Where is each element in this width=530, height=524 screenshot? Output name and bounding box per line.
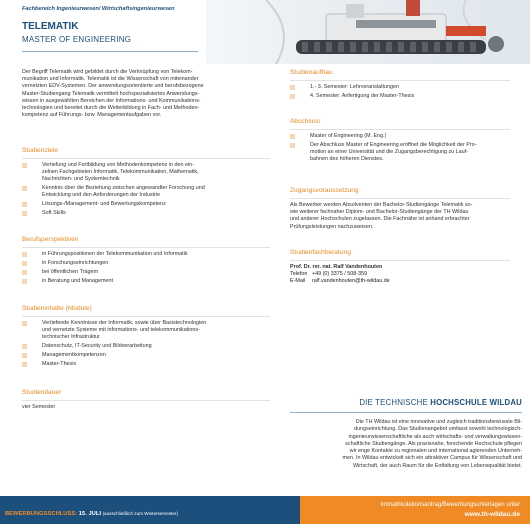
bullet-icon bbox=[22, 362, 27, 367]
email-row bbox=[290, 278, 510, 285]
section-berufsperspektiven bbox=[22, 236, 270, 287]
bullet-icon bbox=[290, 134, 295, 139]
wildau-text: Die TH Wildau ist eine innovative und zugleich traditionsbewusste Bil- dungseinrichtung. Das Studienangebot umfasst sowohl technologisch- ingenieurwissenschaftliche als auch wirtschafts- und verwaltungswissen- schaftliche Studiengänge. Als praxisnahe, forschende Hochschule pflegen wir enge Kontakte zu regionalen und international agierenden Unterneh- men. In Wildau entwickelt sich ein attraktiver Campus für Wissenschaft und Wirtschaft, der auch Raum für die Entfaltung von Lebensqualität bietet. bbox=[342, 419, 522, 469]
phone-row bbox=[290, 271, 510, 278]
list-item: in Führungspositionen der Telekommunikation und Informatik bbox=[22, 251, 270, 258]
bullet-icon bbox=[22, 261, 27, 266]
list-item: in Forschungseinrichtungen bbox=[22, 260, 270, 267]
list-item: bei öffentlichen Trägern bbox=[22, 269, 270, 276]
advisor-name: Prof. Dr. rer. nat. Ralf Vandenhouten bbox=[290, 264, 383, 270]
section-title: Berufsperspektiven bbox=[22, 236, 79, 243]
list-item: Vertiefung und Fortbildung von Methodenkompetenz in den ein- zelnen Fachgebieten Informatik, Telekommunikation, Mathematik, Nachrichten- und Systemtechnik bbox=[22, 162, 270, 183]
deadline-text: BEWERBUNGSSCHLUSS: 15. JULI (ausschließlich zum Wintersemester) bbox=[5, 511, 178, 517]
section-title: Zugangsvoraussetzung bbox=[290, 187, 359, 194]
section-studienziele bbox=[22, 147, 270, 219]
divider bbox=[290, 198, 510, 199]
divider bbox=[290, 129, 510, 130]
list-item: Managementkompetenzen bbox=[22, 352, 270, 359]
list-item: Lösungs-/Management- und Bewertungskompetenz bbox=[22, 201, 270, 208]
section-studienaufbau bbox=[290, 69, 510, 102]
list-item: Der Abschluss Master of Engineering eröffnet die Möglichkeit der Pro- motion an einer Universität und die Zugangsberechtigung zu Lauf- bahnen des höheren Dienstes. bbox=[290, 142, 510, 163]
section-studiendauer bbox=[22, 389, 270, 411]
section-title: Studieninhalte (Module) bbox=[22, 305, 92, 312]
bullet-icon bbox=[22, 270, 27, 275]
section-title: Abschluss bbox=[290, 118, 321, 125]
email-label: E-Mail bbox=[290, 278, 306, 285]
divider bbox=[22, 158, 270, 159]
bullet-icon bbox=[22, 321, 27, 326]
phone-value: +49 (0) 3375 / 508-359 bbox=[312, 271, 367, 278]
divider bbox=[22, 400, 270, 401]
list-item: Vertiefende Kenntnisse der Informatik, sowie über Basistechnologien und vernetzte Systeme mit informations- und telekommunikations- technischer Infrastruktur bbox=[22, 320, 270, 341]
list-item: Soft Skills bbox=[22, 210, 270, 217]
section-abschluss bbox=[290, 118, 510, 165]
bullet-icon bbox=[22, 279, 27, 284]
footer-deadline-bar bbox=[0, 496, 300, 524]
list-item: Datenschutz, IT-Security und Bildverarbeitung bbox=[22, 343, 270, 350]
breadcrumb: Fachbereich Ingenieurwesen/ Wirtschaftsingenieurwesen bbox=[22, 6, 175, 12]
bullet-icon bbox=[22, 344, 27, 349]
website-link[interactable]: www.th-wildau.de bbox=[464, 511, 520, 518]
phone-label: Telefon bbox=[290, 271, 308, 278]
section-beratung bbox=[290, 249, 510, 286]
list-item: Kenntnis über die Beziehung zwischen angewandter Forschung und Entwicklung und den Anforderungen der Industrie bbox=[22, 185, 270, 199]
bullet-icon bbox=[290, 94, 295, 99]
page-title: TELEMATIK bbox=[22, 21, 79, 32]
section-studieninhalte bbox=[22, 305, 270, 370]
zugang-text: Als Bewerber werden Absolventen der Bachelor-Studiengänge Telematik so- wie weiterer fachnaher Diplom- und Bachelor-Studiengänge der TH Wildau und anderer Hochschulen zugelassen. Die Fachnähe ist anhand erbrachter Prüfungsleistungen nachzuweisen. bbox=[290, 202, 473, 230]
section-title: Studienaufbau bbox=[290, 69, 333, 76]
page-subtitle: MASTER OF ENGINEERING bbox=[22, 35, 132, 44]
list-item: Master-Thesis bbox=[22, 361, 270, 368]
bullet-icon bbox=[22, 353, 27, 358]
page-footer bbox=[0, 496, 530, 524]
robot-photo bbox=[206, 0, 530, 64]
list-item: 1.- 3. Semester: Lehrveranstaltungen bbox=[290, 84, 510, 91]
divider bbox=[290, 412, 522, 413]
bullet-icon bbox=[290, 143, 295, 148]
section-zugang bbox=[290, 187, 510, 231]
section-title: Studiendauer bbox=[22, 389, 62, 396]
application-info: Immatrikulationsantrag/Bewerbungsunterlagen unter bbox=[380, 502, 520, 508]
divider bbox=[22, 247, 270, 248]
wildau-title: DIE TECHNISCHE HOCHSCHULE WILDAU bbox=[359, 398, 522, 407]
list-item: in Beratung und Management bbox=[22, 278, 270, 285]
divider bbox=[290, 260, 510, 261]
bullet-icon bbox=[22, 211, 27, 216]
section-title: Studienziele bbox=[22, 147, 58, 154]
studiendauer-value: vier Semester bbox=[22, 404, 56, 410]
section-title: Studienfachberatung bbox=[290, 249, 351, 256]
footer-application-bar bbox=[300, 496, 530, 524]
divider bbox=[290, 80, 510, 81]
list-item: Master of Engineering (M. Eng.) bbox=[290, 133, 510, 140]
bullet-icon bbox=[22, 163, 27, 168]
bullet-icon bbox=[22, 202, 27, 207]
list-item: 4. Semester: Anfertigung der Master-Thesis bbox=[290, 93, 510, 100]
intro-paragraph: Der Begriff Telematik wird gebildet durch die Verknüpfung von Telekom- munikation und Informatik. Telematik ist die Wissenschaft von miteinander vernetzten EDV-Systemen. Der anwendungsorientierte und berufsbezogene Master-Studiengang Telematik vermittelt hochspezialisiertes Anwendungs- wissen in ausgewählten Bereichen der Informations- und Kommunikations- technologien und bereitet durch die Weiterbildung in Fach- und Methoden- kompetenz auf Führungs- bzw. Managementaufgaben vor. bbox=[22, 69, 204, 119]
divider bbox=[22, 316, 270, 317]
email-link[interactable]: ralf.vandenhouten@th-wildau.de bbox=[312, 278, 390, 285]
bullet-icon bbox=[22, 252, 27, 257]
bullet-icon bbox=[22, 186, 27, 191]
bullet-icon bbox=[290, 85, 295, 90]
title-divider bbox=[22, 51, 198, 52]
